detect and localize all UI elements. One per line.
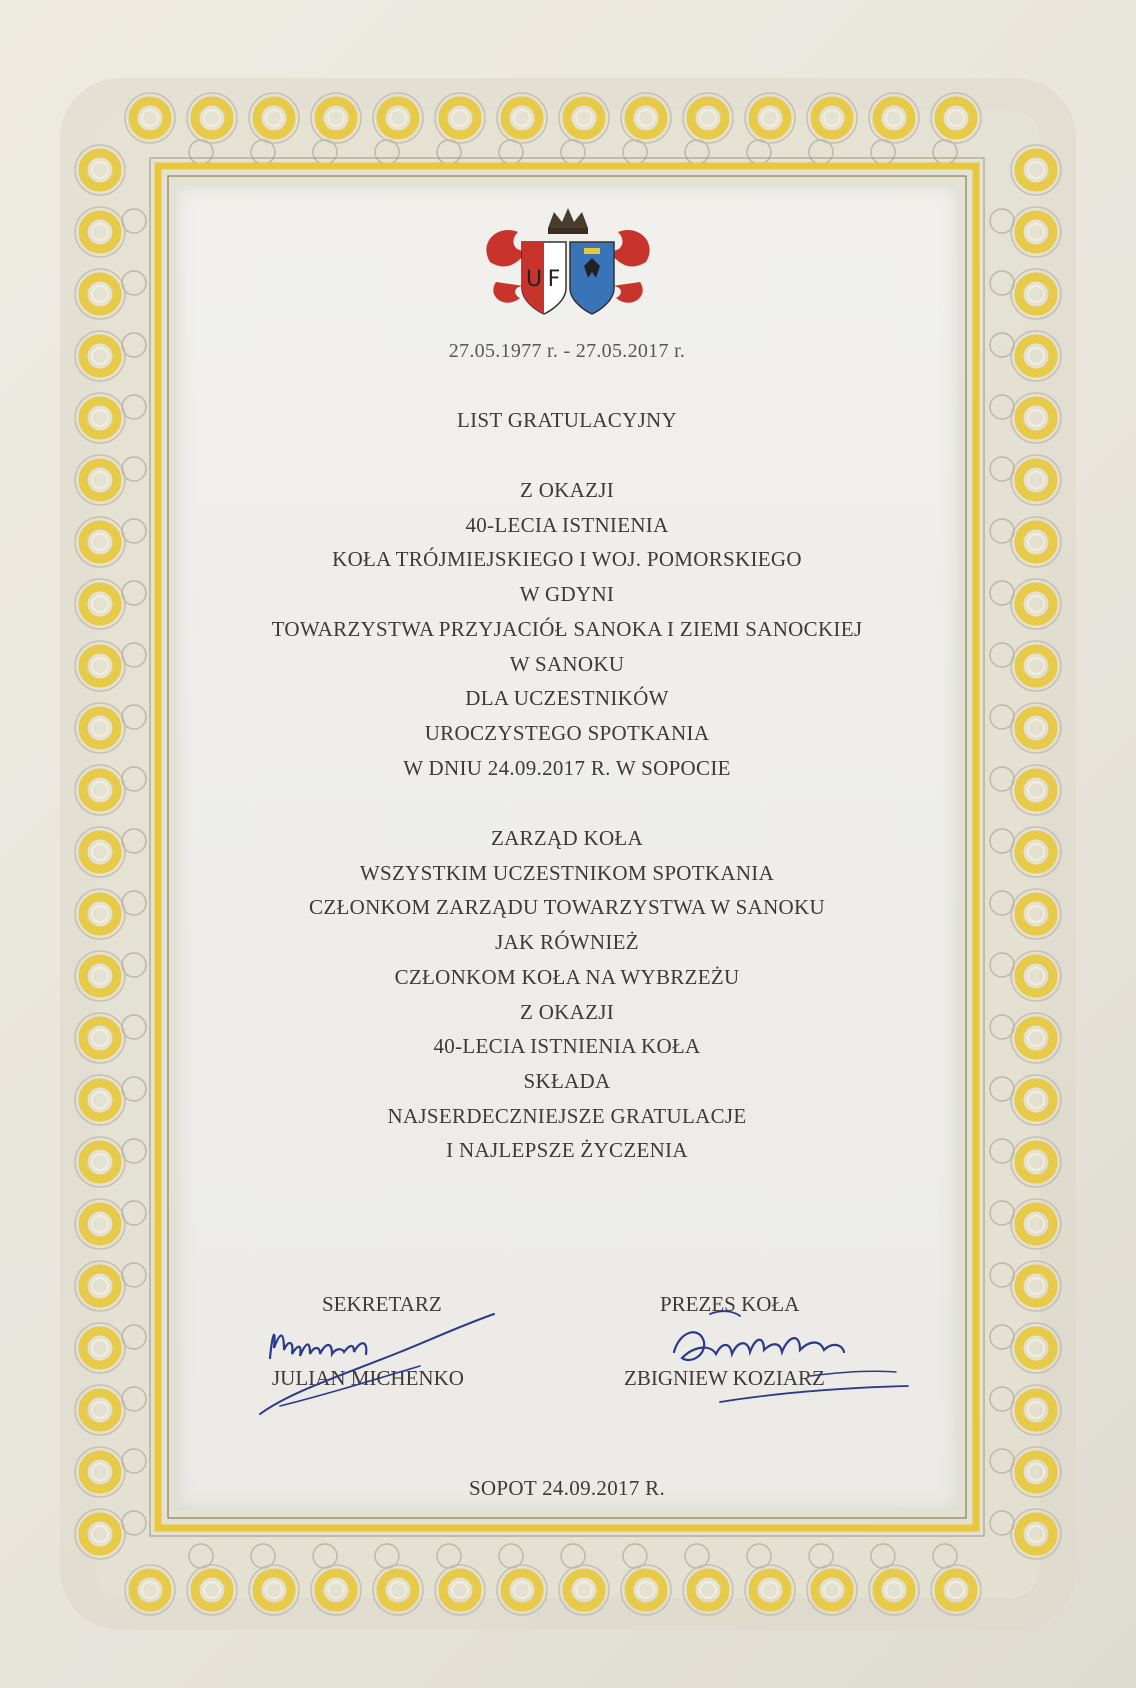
place-and-date: SOPOT 24.09.2017 R. [468,1476,666,1500]
wishes-line: 40-LECIA ISTNIENIA KOŁA [433,1034,701,1059]
signature-right [660,1306,920,1416]
coat-of-arms-icon [478,202,658,322]
greeting-line: W GDYNI [519,582,615,607]
greeting-line: W SANOKU [509,651,625,676]
greeting-line: W DNIU 24.09.2017 R. W SOPOCIE [403,755,731,780]
greeting-line: TOWARZYSTWA PRZYJACIÓŁ SANOKA I ZIEMI SANOCKIEJ [271,616,863,641]
date-range: 27.05.1977 r. - 27.05.2017 r. [448,340,686,362]
wishes-line: I NAJLEPSZE ŻYCZENIA [446,1138,688,1163]
signatory-right-title: PREZES KOŁA [660,1292,800,1316]
signatory-right-name: ZBIGNIEW KOZIARZ [624,1366,825,1390]
greeting-line: 40-LECIA ISTNIENIA [465,512,669,537]
svg-text:U: U [525,267,543,292]
wishes-line: JAK RÓWNIEŻ [495,930,639,955]
wishes-line: Z OKAZJI [520,999,614,1024]
greeting-line: Z OKAZJI [520,478,614,502]
greeting-line: UROCZYSTEGO SPOTKANIA [424,720,710,745]
wishes-line: CZŁONKOM ZARZĄDU TOWARZYSTWA W SANOKU [309,895,825,920]
svg-text:F: F [547,267,561,292]
wishes-line: CZŁONKOM KOŁA NA WYBRZEŻU [394,964,740,989]
wishes-line: ZARZĄD KOŁA [490,826,644,850]
greeting-line: KOŁA TRÓJMIEJSKIEGO I WOJ. POMORSKIEGO [332,547,802,572]
signature-left [250,1296,500,1426]
greeting-line: DLA UCZESTNIKÓW [465,686,669,711]
document-heading: LIST GRATULACYJNY [457,408,677,432]
wishes-line: WSZYSTKIM UCZESTNIKOM SPOTKANIA [359,860,775,885]
wishes-line: NAJSERDECZNIEJSZE GRATULACJE [387,1103,747,1128]
wishes-line: SKŁADA [523,1068,611,1093]
signatory-left-title: SEKRETARZ [322,1292,442,1316]
signatory-left-name: JULIAN MICHENKO [272,1366,464,1390]
